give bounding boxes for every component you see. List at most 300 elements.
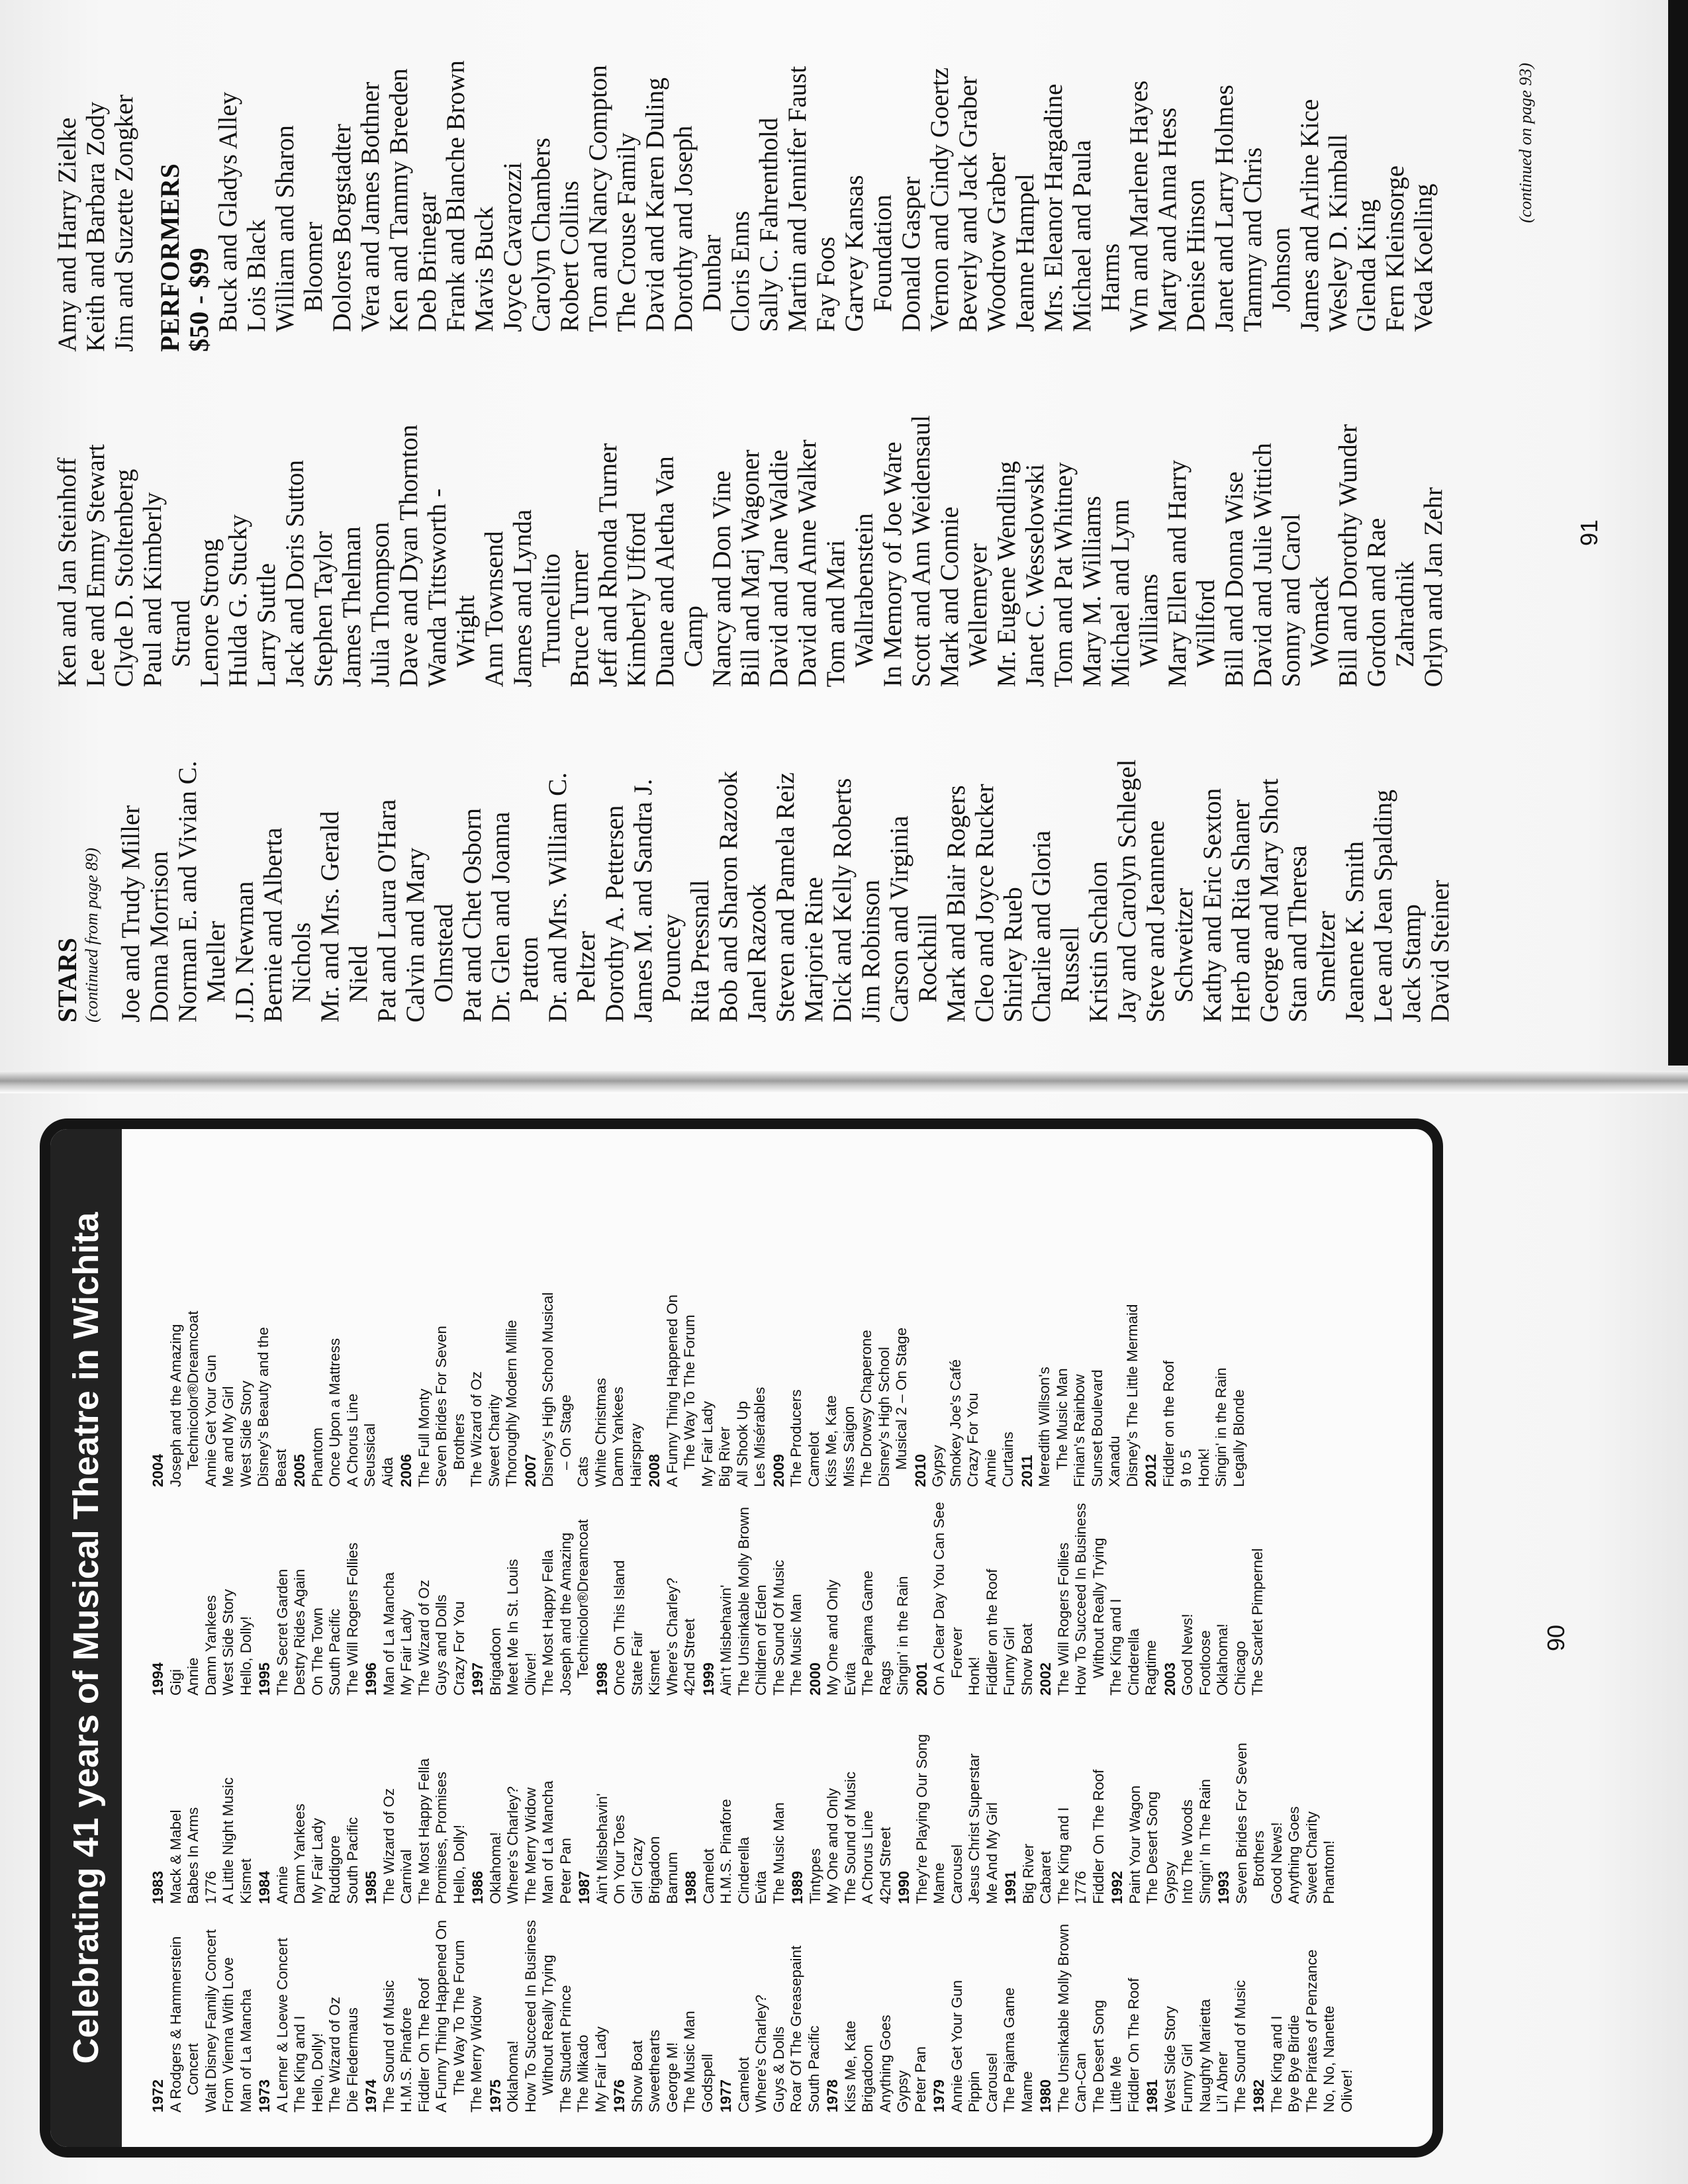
donor-name: Dunbar bbox=[698, 234, 726, 312]
show-title: Big River bbox=[1019, 1843, 1037, 1904]
show-title: Ragtime bbox=[1143, 1640, 1159, 1696]
show-title: 42nd Street bbox=[876, 1827, 894, 1904]
donor-page bbox=[53, 43, 1668, 1023]
show-title: Little Me bbox=[1107, 2056, 1124, 2113]
show-title: Evita bbox=[841, 1662, 859, 1696]
donor-name: Harms bbox=[1096, 243, 1125, 312]
donor-name: Wesley D. Kimball bbox=[1324, 134, 1352, 332]
donor-name: Donna Morrison bbox=[145, 851, 173, 1023]
donor-name: Jack and Doris Sutton bbox=[281, 459, 309, 688]
show-title: Gypsy bbox=[1161, 1862, 1178, 1904]
show-title: The Sound of Music bbox=[1231, 1979, 1248, 2113]
show-title: Kiss Me, Kate bbox=[841, 2021, 859, 2113]
show-title: Once On This Island bbox=[611, 1560, 628, 1696]
show-title: Destry Rides Again bbox=[291, 1569, 308, 1696]
donor-name: Vernon and Cindy Goertz bbox=[925, 68, 954, 332]
donor-name: Dr. Glen and Joanna bbox=[487, 811, 515, 1023]
season-year: 1979 bbox=[931, 2079, 947, 2113]
season-year: 2007 bbox=[522, 1453, 539, 1487]
donor-name: James M. and Sandra J. bbox=[629, 778, 657, 1023]
donor-name: Jay and Carolyn Schlegel bbox=[1113, 759, 1141, 1023]
season-year: 2011 bbox=[1018, 1455, 1035, 1487]
show-title: Annie Get Your Gun bbox=[948, 1979, 965, 2113]
season-year: 2008 bbox=[646, 1453, 663, 1487]
donor-name: Lenore Strong bbox=[195, 539, 224, 688]
donor-columns bbox=[53, 43, 1595, 1023]
donor-name: Mark and Blair Rogers bbox=[942, 785, 970, 1023]
donor-name: Martin and Jennifer Faust bbox=[783, 66, 812, 332]
show-title: How To Succeed In Business bbox=[1072, 1503, 1089, 1696]
show-title: Xanadu bbox=[1106, 1435, 1123, 1487]
donor-name: Buck and Gladys Alley bbox=[214, 91, 242, 332]
show-title: 42nd Street bbox=[681, 1618, 698, 1696]
donor-name: Calvin and Mary bbox=[401, 847, 430, 1023]
continued-from-note: (continued from page 89) bbox=[82, 847, 101, 1023]
donor-name: Janel Razook bbox=[743, 884, 771, 1023]
donor-name: Bernie and Alberta bbox=[259, 827, 287, 1023]
show-title: Fiddler On The Roof bbox=[1090, 1769, 1107, 1904]
show-title: My One and Only bbox=[824, 1579, 841, 1696]
show-title: Hello, Dolly! bbox=[237, 1615, 254, 1696]
show-title: The Full Monty bbox=[415, 1388, 432, 1487]
season-column bbox=[148, 1285, 1419, 1487]
donor-name: Tammy and Chris bbox=[1239, 147, 1267, 332]
show-title: Hello, Dolly! bbox=[450, 1824, 467, 1904]
season-year: 1992 bbox=[1109, 1870, 1125, 1904]
show-title: Sweet Charity bbox=[485, 1394, 502, 1487]
show-title: Bye Bye Birdie bbox=[1286, 2015, 1302, 2113]
donor-name: Scott and Ann Weidensaul bbox=[907, 415, 935, 688]
show-title: From Vienna With Love bbox=[220, 1957, 236, 2113]
season-year: 1996 bbox=[363, 1662, 379, 1696]
donor-name: Sally C. Fahrenthold bbox=[755, 117, 783, 332]
donor-name: Jeanene K. Smith bbox=[1340, 841, 1369, 1023]
donor-level-heading: PERFORMERS bbox=[155, 163, 185, 352]
show-title: Brigadoon bbox=[646, 1836, 663, 1904]
donor-name: Lois Black bbox=[242, 219, 271, 332]
show-title: Babes In Arms bbox=[185, 1807, 201, 1904]
show-title: The Desert Song bbox=[1144, 1791, 1160, 1904]
donor-name: Strand bbox=[167, 600, 195, 668]
show-title: Gypsy bbox=[894, 2070, 911, 2113]
show-title: Big River bbox=[716, 1426, 733, 1487]
show-title: Oklahoma! bbox=[487, 1832, 504, 1904]
show-title: Carousel bbox=[948, 1844, 965, 1904]
show-title: My Fair Lady bbox=[592, 2026, 609, 2113]
donor-name: In Memory of Joe Ware bbox=[878, 441, 907, 688]
donor-name: Tom and Nancy Compton bbox=[584, 65, 612, 332]
show-title: Jesus Christ Superstar bbox=[966, 1753, 982, 1904]
show-title: The Way To The Forum bbox=[450, 1940, 467, 2095]
history-panel bbox=[40, 1118, 1443, 2158]
donor-name: Truncellito bbox=[537, 553, 565, 668]
show-title: The Wizard of Oz bbox=[380, 1788, 397, 1904]
donor-name: Peltzer bbox=[572, 931, 600, 1003]
donor-name: Janet C. Wesselowski bbox=[1021, 463, 1049, 688]
donor-name: Cleo and Joyce Rucker bbox=[970, 784, 999, 1023]
season-year: 1977 bbox=[718, 2079, 734, 2113]
donor-name: Jeanne Hampel bbox=[1011, 173, 1039, 332]
show-title: Pippin bbox=[966, 2071, 982, 2113]
season-column bbox=[148, 1494, 1419, 1696]
show-title: Musical 2 – On Stage bbox=[893, 1327, 910, 1470]
donor-name: Schweitzer bbox=[1170, 887, 1198, 1003]
show-title: Peter Pan bbox=[912, 2046, 929, 2113]
show-title: A Funny Thing Happened On bbox=[663, 1294, 680, 1487]
season-year: 2009 bbox=[770, 1453, 787, 1487]
donor-name: Carolyn Chambers bbox=[527, 138, 555, 332]
donor-name: Lee and Emmy Stewart bbox=[81, 444, 110, 688]
show-title: The Most Happy Fella bbox=[415, 1758, 432, 1904]
donor-name: Woodrow Graber bbox=[982, 152, 1011, 332]
show-title: Ain't Misbehavin' bbox=[718, 1584, 734, 1696]
donor-name: Glenda King bbox=[1352, 199, 1381, 332]
donor-name: Mark and Connie bbox=[935, 506, 964, 688]
show-title: Li'l Abner bbox=[1214, 2052, 1231, 2113]
donor-name: Bruce Turner bbox=[565, 550, 594, 688]
show-title: The Music Man bbox=[1053, 1368, 1070, 1470]
show-title: The Wizard of Oz bbox=[326, 1996, 343, 2113]
show-title: Singin' in the Rain bbox=[894, 1576, 911, 1696]
show-title: My Fair Lady bbox=[698, 1400, 716, 1487]
show-title: A Chorus Line bbox=[344, 1393, 361, 1487]
panel-banner: Celebrating 41 years of Musical Theatre in Wichita bbox=[50, 1129, 122, 2147]
show-title: Ruddigore bbox=[326, 1835, 343, 1904]
show-title: Guys & Dolls bbox=[770, 2026, 787, 2113]
season-year: 1994 bbox=[150, 1662, 166, 1696]
donor-name: Mrs. Eleanor Hargadine bbox=[1039, 83, 1068, 332]
donor-name: Fern Kleinsorge bbox=[1381, 165, 1409, 332]
season-column bbox=[148, 1911, 1419, 2113]
show-title: On A Clear Day You Can See bbox=[931, 1502, 947, 1696]
donor-name: Fay Foos bbox=[812, 236, 840, 332]
donor-name: Kristin Schalon bbox=[1084, 861, 1113, 1023]
donor-name: Deb Brinegar bbox=[413, 192, 442, 332]
season-year: 1980 bbox=[1037, 2079, 1054, 2113]
show-title: Aida bbox=[379, 1457, 396, 1487]
season-year: 1989 bbox=[789, 1870, 806, 1904]
page-number-91: 91 bbox=[1575, 519, 1603, 547]
donor-name: Stan and Theresa bbox=[1284, 845, 1312, 1023]
donor-name: Robert Collins bbox=[555, 181, 584, 332]
show-title: – On Stage bbox=[557, 1394, 574, 1470]
show-title: Die Fledermaus bbox=[344, 2007, 361, 2113]
show-title: Hello, Dolly! bbox=[308, 2032, 326, 2113]
show-title: Cinderella bbox=[1125, 1628, 1142, 1696]
show-title: Joseph and the Amazing bbox=[557, 1532, 574, 1696]
show-title: Good News! bbox=[1179, 1614, 1196, 1696]
season-year: 1975 bbox=[487, 2079, 504, 2113]
show-title: Curtains bbox=[1000, 1432, 1016, 1487]
donor-name: Pat and Chet Osborn bbox=[458, 808, 487, 1023]
show-title: Man of La Mancha bbox=[237, 1989, 254, 2113]
donor-name: Larry Suttle bbox=[252, 563, 281, 688]
donor-name: Janet and Larry Holmes bbox=[1210, 85, 1239, 332]
show-title: Finian's Rainbow bbox=[1071, 1374, 1088, 1487]
donor-name: Keith and Barbara Zody bbox=[81, 101, 110, 352]
show-title: The Merry Widow bbox=[522, 1787, 539, 1904]
show-title: Technicolor®Dreamcoat bbox=[185, 1310, 201, 1470]
show-title: The King and I bbox=[1107, 1598, 1124, 1696]
show-title: 9 to 5 bbox=[1178, 1449, 1194, 1487]
season-year: 2001 bbox=[913, 1662, 930, 1696]
season-year: 1990 bbox=[896, 1870, 912, 1904]
donor-name: Jeff and Rhonda Turner bbox=[594, 443, 622, 688]
show-title: Meet Me In St. Louis bbox=[504, 1559, 521, 1696]
season-year: 2002 bbox=[1037, 1662, 1054, 1696]
show-title: Crazy For You bbox=[450, 1601, 467, 1696]
scan-edge-bar bbox=[1668, 0, 1688, 1066]
show-title: The Music Man bbox=[788, 1594, 804, 1696]
season-year: 1998 bbox=[593, 1662, 610, 1696]
season-year: 1973 bbox=[256, 2079, 273, 2113]
show-title: The Sound of Music bbox=[841, 1771, 859, 1904]
show-title: West Side Story bbox=[220, 1589, 236, 1696]
show-title: The Pajama Game bbox=[1001, 1987, 1017, 2113]
donor-name: Wright bbox=[451, 595, 480, 668]
show-title: Oliver! bbox=[1338, 2069, 1355, 2113]
season-year: 1974 bbox=[363, 2079, 379, 2113]
show-title: The Desert Song bbox=[1090, 1999, 1107, 2113]
donor-name: Olmstead bbox=[430, 903, 458, 1003]
season-column bbox=[148, 1702, 1419, 1904]
donor-name: Michael and Lynn bbox=[1106, 499, 1135, 688]
show-title: South Pacific bbox=[805, 2025, 822, 2113]
show-title: The King and I bbox=[1055, 1807, 1072, 1904]
show-title: Oliver! bbox=[522, 1652, 539, 1696]
season-year: 1978 bbox=[824, 2079, 841, 2113]
show-title: A Little Night Music bbox=[220, 1777, 236, 1904]
donor-name: Tom and Mari bbox=[821, 539, 850, 688]
donor-name: David and Julie Wittich bbox=[1248, 443, 1277, 688]
show-title: The Way To The Forum bbox=[681, 1314, 698, 1470]
season-year: 2004 bbox=[150, 1453, 166, 1487]
show-title: Into The Woods bbox=[1179, 1799, 1196, 1904]
donor-name: James and Arline Kice bbox=[1295, 99, 1324, 332]
show-title: George M! bbox=[663, 2042, 680, 2113]
show-title: Brothers bbox=[450, 1413, 467, 1470]
show-title: The Secret Garden bbox=[273, 1569, 291, 1696]
show-title: Kismet bbox=[646, 1650, 663, 1696]
donor-name: The Crouse Family bbox=[612, 132, 641, 332]
show-title: Where's Charley? bbox=[663, 1577, 680, 1696]
donor-name: Bloomer bbox=[299, 222, 328, 312]
show-title: My Fair Lady bbox=[308, 1817, 326, 1904]
donor-name: Nancy and Don Vine bbox=[708, 471, 736, 688]
donor-name: Ken and Jan Steinhoff bbox=[53, 457, 81, 688]
donor-level-heading: $50 - $99 bbox=[184, 247, 214, 352]
show-title: The Drowsy Chaperone bbox=[858, 1330, 874, 1487]
show-title: Meredith Willson's bbox=[1036, 1367, 1053, 1487]
book-gutter bbox=[0, 1071, 1688, 1093]
donor-name: Kimberly Ufford bbox=[622, 512, 651, 688]
show-title: Seven Brides For Seven bbox=[1233, 1743, 1250, 1904]
show-title: State Fair bbox=[628, 1631, 645, 1696]
show-title: Annie Get Your Gun bbox=[202, 1354, 219, 1487]
show-title: Damn Yankees bbox=[202, 1595, 219, 1696]
show-title: 1776 bbox=[202, 1870, 219, 1904]
season-year: 1987 bbox=[576, 1870, 592, 1904]
show-title: South Pacific bbox=[344, 1817, 361, 1904]
season-year: 1982 bbox=[1250, 2079, 1267, 2113]
donor-name: Ann Townsend bbox=[480, 531, 508, 688]
show-title: The Producers bbox=[788, 1389, 804, 1487]
show-title: Camelot bbox=[805, 1432, 822, 1487]
donor-name: Amy and Harry Zielke bbox=[53, 117, 81, 352]
season-year: 1995 bbox=[256, 1662, 273, 1696]
show-title: The King and I bbox=[291, 2015, 308, 2113]
donor-name: James Thelman bbox=[338, 526, 366, 688]
show-title: Mack & Mabel bbox=[167, 1809, 184, 1904]
donor-name: Pat and Laura O'Hara bbox=[373, 799, 401, 1023]
show-title: Barnum bbox=[663, 1852, 680, 1904]
section-spacer bbox=[138, 43, 156, 352]
show-title: White Christmas bbox=[592, 1377, 609, 1487]
donor-name: Bill and Dorothy Wunder bbox=[1334, 424, 1362, 688]
show-title: Footloose bbox=[1196, 1630, 1213, 1696]
show-title: A Rodgers & Hammerstein bbox=[167, 1936, 184, 2113]
season-year: 2010 bbox=[912, 1453, 929, 1487]
donor-name: Dorothy and Joseph bbox=[669, 125, 698, 332]
donor-name: Womack bbox=[1305, 576, 1334, 668]
donor-name: Stephen Taylor bbox=[309, 531, 338, 688]
show-title: Fiddler on the Roof bbox=[1160, 1360, 1177, 1487]
season-year: 1983 bbox=[150, 1870, 166, 1904]
season-year: 2006 bbox=[398, 1453, 414, 1487]
donor-name: Dorothy A. Pettersen bbox=[600, 805, 629, 1023]
donor-name: Clyde D. Stoltenberg bbox=[110, 469, 138, 688]
donor-name: Bill and Marj Wagoner bbox=[736, 449, 765, 688]
show-title: Anything Goes bbox=[1286, 1806, 1302, 1904]
season-year: 1972 bbox=[150, 2079, 166, 2113]
show-title: Seussical bbox=[361, 1423, 378, 1487]
show-title: Where's Charley? bbox=[504, 1786, 521, 1904]
season-year: 2012 bbox=[1143, 1453, 1159, 1487]
show-title: West Side Story bbox=[1161, 2006, 1178, 2113]
donor-name: Tom and Pat Whitney bbox=[1049, 462, 1078, 688]
donor-column bbox=[53, 379, 1595, 688]
show-title: My Fair Lady bbox=[398, 1609, 414, 1696]
show-title: Crazy For You bbox=[964, 1392, 981, 1487]
show-title: Guys and Dolls bbox=[433, 1594, 449, 1696]
donor-name: Orlyn and Jan Zehr bbox=[1419, 487, 1448, 688]
show-title: A Lerner & Loewe Concert bbox=[273, 1938, 291, 2113]
donor-name: Shirley Rueb bbox=[999, 887, 1027, 1023]
show-title: Hairspray bbox=[627, 1423, 644, 1487]
season-year: 1993 bbox=[1215, 1870, 1232, 1904]
donor-name: Patton bbox=[515, 936, 543, 1003]
season-year: 2003 bbox=[1161, 1662, 1178, 1696]
donor-name: Steve and Jeannene bbox=[1141, 820, 1170, 1023]
donor-name: Dr. and Mrs. William C. bbox=[543, 772, 572, 1023]
show-title: Man of La Mancha bbox=[539, 1780, 556, 1904]
show-title: Technicolor®Dreamcoat bbox=[575, 1519, 591, 1678]
show-title: Fiddler On The Roof bbox=[415, 1978, 432, 2113]
show-title: Children of Eden bbox=[753, 1584, 769, 1696]
donor-name: Jim and Suzette Zongker bbox=[110, 94, 138, 352]
donor-name: Mary M. Williams bbox=[1078, 496, 1106, 688]
show-title: Anything Goes bbox=[876, 2015, 894, 2113]
show-title: 1776 bbox=[1072, 1870, 1089, 1904]
donor-name: Kathy and Eric Sexton bbox=[1198, 788, 1227, 1023]
season-year: 1985 bbox=[363, 1870, 379, 1904]
season-year: 1976 bbox=[611, 2079, 628, 2113]
donor-name: Williams bbox=[1135, 573, 1163, 668]
donor-name: Paul and Kimberly bbox=[138, 492, 167, 688]
donor-name: Pouncey bbox=[657, 913, 686, 1003]
season-year: 1984 bbox=[256, 1870, 273, 1904]
show-title: Promises, Promises bbox=[433, 1771, 449, 1904]
donor-name: Wanda Tittsworth - bbox=[423, 488, 451, 688]
show-title: Brigadoon bbox=[859, 2044, 876, 2113]
donor-name: Bill and Donna Wise bbox=[1220, 471, 1248, 688]
donor-name: Bob and Sharon Razook bbox=[714, 770, 743, 1023]
season-year: 1988 bbox=[682, 1870, 699, 1904]
show-title: Disney's High School bbox=[875, 1347, 892, 1487]
show-title: Fiddler On The Roof bbox=[1125, 1978, 1142, 2113]
show-title: Rags bbox=[876, 1661, 894, 1696]
season-year: 1981 bbox=[1144, 2079, 1160, 2113]
show-title: The Wizard of Oz bbox=[468, 1371, 485, 1487]
show-title: Peter Pan bbox=[557, 1837, 574, 1904]
donor-name: Garvey Kansas bbox=[840, 175, 868, 332]
show-title: They're Playing Our Song bbox=[913, 1734, 930, 1904]
show-title: My One and Only bbox=[824, 1788, 841, 1904]
donor-name: Mary Ellen and Harry bbox=[1163, 460, 1192, 688]
show-title: Sweet Charity bbox=[1303, 1811, 1320, 1904]
donor-name: Ken and Tammy Breeden bbox=[385, 68, 413, 332]
show-title: Damn Yankees bbox=[291, 1803, 308, 1904]
donor-name: Hulda G. Stucky bbox=[224, 514, 252, 688]
show-title: The Pirates of Penzance bbox=[1303, 1949, 1320, 2113]
show-title: The Scarlet Pimpernel bbox=[1249, 1548, 1266, 1696]
show-title: Damn Yankees bbox=[610, 1387, 626, 1487]
donor-name: Steven and Pamela Reiz bbox=[771, 772, 800, 1023]
donor-name: Mavis Buck bbox=[470, 206, 498, 332]
donor-name: James and Lynda bbox=[508, 509, 537, 688]
show-title: Joseph and the Amazing bbox=[167, 1324, 184, 1487]
show-title: Show Boat bbox=[1018, 1623, 1035, 1696]
show-title: Oklahoma! bbox=[504, 2040, 521, 2113]
show-title: The Unsinkable Molly Brown bbox=[735, 1506, 752, 1696]
donor-name: David Steiner bbox=[1426, 880, 1454, 1023]
donor-name: Nield bbox=[344, 945, 373, 1003]
show-title: Les Misérables bbox=[751, 1387, 768, 1487]
show-title: The King and I bbox=[1268, 2015, 1285, 2113]
donor-name: Willford bbox=[1192, 579, 1220, 668]
show-title: The Will Rogers Follies bbox=[1055, 1542, 1072, 1696]
donor-name: Jim Robinson bbox=[857, 880, 885, 1023]
show-title: Singin' in the Rain bbox=[1213, 1367, 1229, 1487]
donor-name: Nichols bbox=[287, 922, 316, 1003]
show-title: Naughty Marietta bbox=[1196, 1999, 1213, 2113]
donor-name: Mueller bbox=[202, 921, 230, 1003]
continued-note: (continued on page 93) bbox=[1516, 63, 1535, 223]
show-title: Oklahoma! bbox=[1214, 1623, 1231, 1696]
show-title: Seven Brides For Seven bbox=[433, 1326, 449, 1487]
show-title: Me And My Girl bbox=[983, 1802, 1000, 1904]
show-title: Camelot bbox=[700, 1848, 717, 1904]
show-title: Brothers bbox=[1250, 1830, 1267, 1887]
show-title: H.M.S. Pinafore bbox=[398, 2007, 414, 2113]
donor-name: Marjorie Rine bbox=[800, 877, 828, 1023]
show-title: Girl Crazy bbox=[628, 1838, 645, 1904]
season-columns bbox=[148, 1145, 1419, 2113]
donor-name: Dick and Kelly Roberts bbox=[828, 778, 857, 1023]
donor-name: Dave and Dyan Thornton bbox=[395, 424, 423, 688]
show-title: Disney's Beauty and the Beast bbox=[255, 1327, 289, 1487]
donor-name: Lee and Jean Spalding bbox=[1369, 790, 1397, 1023]
